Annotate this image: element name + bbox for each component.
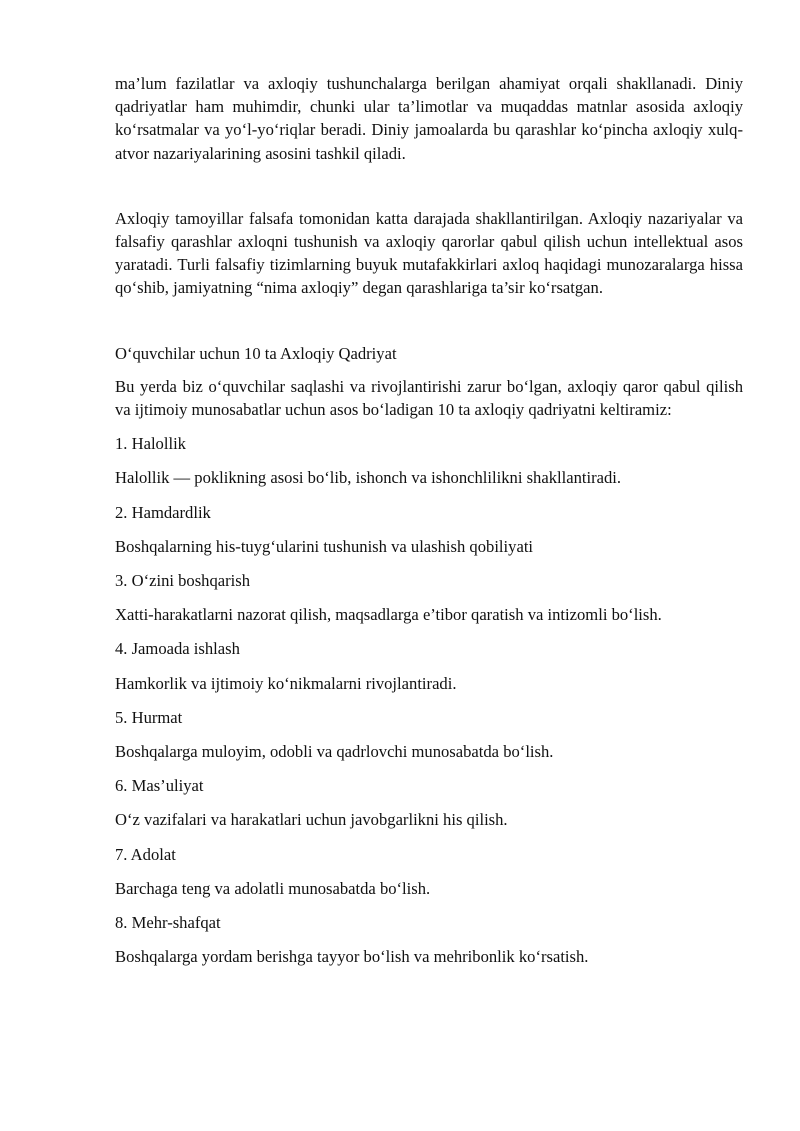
value-desc-responsibility: O‘z vazifalari va harakatlari uchun javobgarlikni his qilish. <box>115 810 508 830</box>
value-heading-teamwork: 4. Jamoada ishlash <box>115 639 240 659</box>
value-heading-responsibility: 6. Mas’uliyat <box>115 776 204 796</box>
section-intro: Bu yerda biz o‘quvchilar saqlashi va rivojlantirishi zarur bo‘lgan, axloqiy qaror qabul qilish va ijtimoiy munosabatlar uchun asos bo‘ladigan 10 ta axloqiy qadriyatni keltiramiz: <box>115 376 743 420</box>
value-desc-respect: Boshqalarga muloyim, odobli va qadrlovchi munosabatda bo‘lish. <box>115 742 554 762</box>
value-heading-empathy: 2. Hamdardlik <box>115 502 211 522</box>
value-heading-respect: 5. Hurmat <box>115 707 183 727</box>
value-heading-honesty: 1. Halollik <box>115 434 186 454</box>
paragraph-spacer <box>115 165 743 207</box>
value-heading-self-control: 3. O‘zini boshqarish <box>115 571 251 591</box>
paragraph-philosophy: Axloqiy tamoyillar falsafa tomonidan katta darajada shakllantirilgan. Axloqiy nazariyalar va falsafiy qarashlar axloqni tushunish va axloqiy qarorlar qabul qilish uchun intellektual asos yaratadi. Turli falsafiy tizimlarning buyuk mutafakkirlari axloq haqidagi munozaralarga hissa qo‘shib, jamiyatning “nima axloqiy” degan qarashlariga ta’sir ko‘rsatgan. <box>115 208 743 298</box>
value-desc-empathy: Boshqalarning his-tuyg‘ularini tushunish va ulashish qobiliyati <box>115 536 534 556</box>
value-desc-honesty: Halollik — poklikning asosi bo‘lib, ishonch va ishonchlilikni shakllantiradi. <box>115 468 622 488</box>
paragraph-spacer <box>115 300 743 342</box>
document-page <box>115 72 743 979</box>
value-desc-fairness: Barchaga teng va adolatli munosabatda bo‘lish. <box>115 878 431 898</box>
value-desc-teamwork: Hamkorlik va ijtimoiy ko‘nikmalarni rivojlantiradi. <box>115 673 457 693</box>
value-desc-compassion: Boshqalarga yordam berishga tayyor bo‘lish va mehribonlik ko‘rsatish. <box>115 947 589 967</box>
paragraph-religious-values: ma’lum fazilatlar va axloqiy tushunchalarga berilgan ahamiyat orqali shakllanadi. Diniy qadriyatlar ham muhimdir, chunki ular ta’limotlar va muqaddas matnlar asosida axloqiy ko‘rsatmalar va yo‘l-yo‘riqlar beradi. Diniy jamoalarda bu qarashlar ko‘pincha axloqiy xulq-atvor nazariyalarining asosini tashkil qiladi. <box>115 74 743 163</box>
value-heading-fairness: 7. Adolat <box>115 844 176 864</box>
section-title: O‘quvchilar uchun 10 ta Axloqiy Qadriyat <box>115 343 397 363</box>
value-heading-compassion: 8. Mehr-shafqat <box>115 913 221 933</box>
value-desc-self-control: Xatti-harakatlarni nazorat qilish, maqsadlarga e’tibor qaratish va intizomli bo‘lish. <box>115 605 662 625</box>
